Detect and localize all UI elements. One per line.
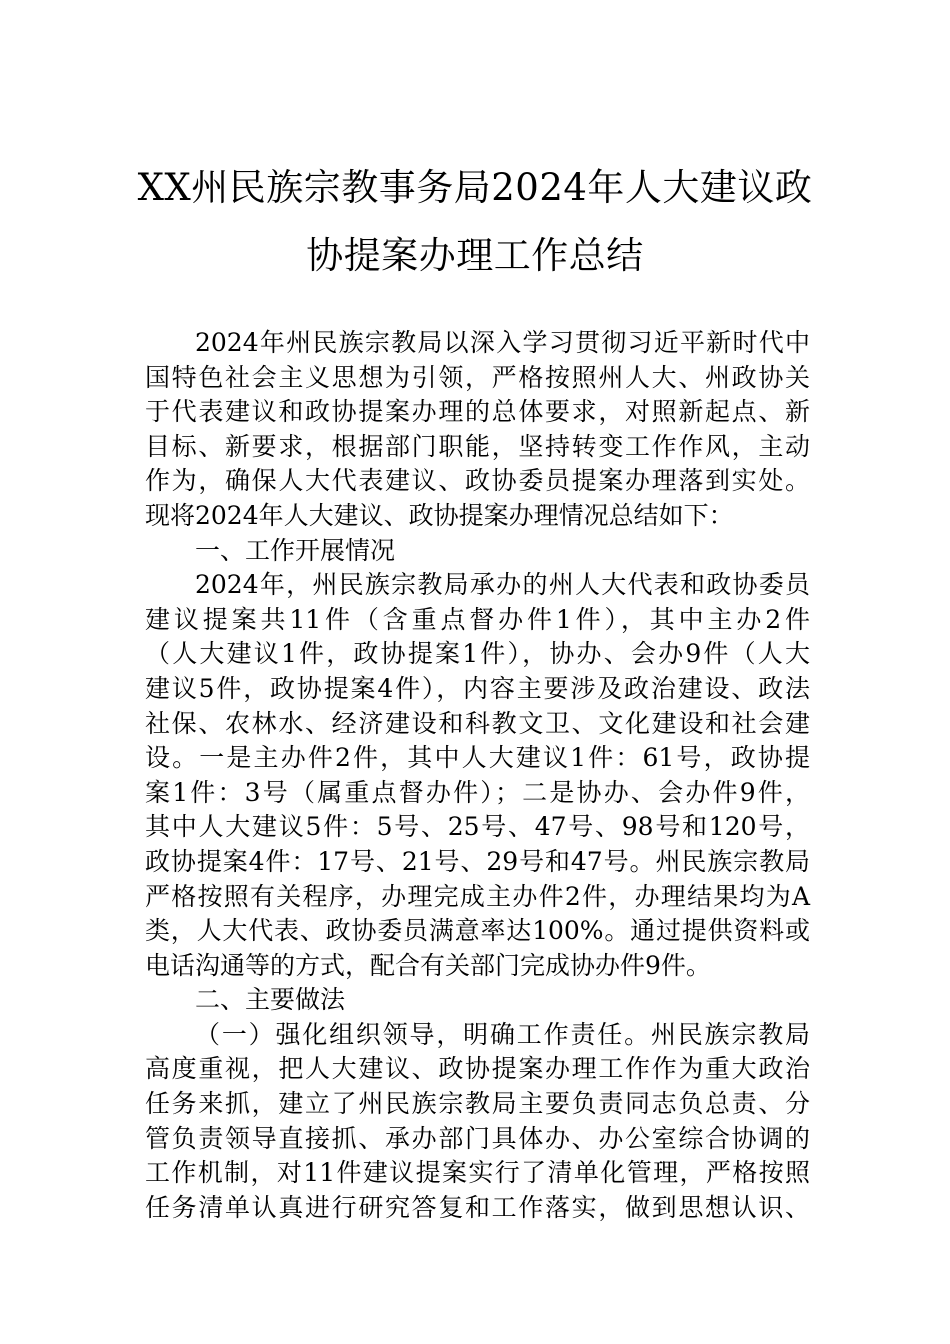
section-heading: 二、主要做法	[195, 985, 346, 1015]
section-heading: 一、工作开展情况	[195, 535, 396, 565]
paragraph-line: 现将2024年人大建议、政协提案办理情况总结如下：	[145, 500, 734, 530]
paragraph-line: （人大建议1件，政协提案1件），协办、会办9件（人大	[145, 639, 810, 669]
paragraph-line: 管负责领导直接抓、承办部门具体办、办公室综合协调的	[145, 1123, 810, 1153]
paragraph-line: 高度重视，把人大建议、政协提案办理工作作为重大政治	[145, 1054, 810, 1084]
paragraph-line: 作为，确保人大代表建议、政协委员提案办理落到实处。	[145, 466, 810, 496]
paragraph-line: 社保、农林水、经济建设和科教文卫、文化建设和社会建	[145, 708, 810, 738]
paragraph-line: 其中人大建议5件：5号、25号、47号、98号和120号，	[145, 812, 810, 842]
paragraph-line: 严格按照有关程序，办理完成主办件2件，办理结果均为A	[145, 881, 810, 911]
paragraph-line: 目标、新要求，根据部门职能，坚持转变工作作风，主动	[145, 431, 810, 461]
paragraph-line: 类，人大代表、政协委员满意率达100%。通过提供资料或	[145, 916, 810, 946]
paragraph-line: 建议5件，政协提案4件），内容主要涉及政治建设、政法	[145, 673, 810, 703]
document-title-line-1: XX州民族宗教事务局2024年人大建议政	[137, 166, 813, 209]
paragraph-line: 工作机制，对11件建议提案实行了清单化管理，严格按照	[145, 1158, 810, 1188]
paragraph-line: （一）强化组织领导，明确工作责任。州民族宗教局	[195, 1019, 810, 1049]
paragraph-line: 建议提案共11件（含重点督办件1件），其中主办2件	[145, 604, 810, 634]
document-body	[145, 326, 810, 1225]
document-title-line-2: 协提案办理工作总结	[306, 234, 644, 277]
paragraph-line: 设。一是主办件2件，其中人大建议1件：61号，政协提	[145, 743, 810, 773]
paragraph-line: 任务来抓，建立了州民族宗教局主要负责同志负总责、分	[145, 1089, 810, 1119]
paragraph-line: 国特色社会主义思想为引领，严格按照州人大、州政协关	[145, 362, 810, 392]
paragraph-line: 任务清单认真进行研究答复和工作落实，做到思想认识、	[145, 1192, 810, 1222]
paragraph-line: 案1件：3号（属重点督办件）；二是协办、会办件9件，	[145, 777, 810, 807]
paragraph-line: 2024年州民族宗教局以深入学习贯彻习近平新时代中	[195, 328, 810, 357]
paragraph-line: 2024年，州民族宗教局承办的州人大代表和政协委员	[195, 570, 810, 600]
paragraph-line: 政协提案4件：17号、21号、29号和47号。州民族宗教局	[145, 846, 810, 876]
paragraph-line: 于代表建议和政协提案办理的总体要求，对照新起点、新	[145, 397, 810, 427]
paragraph-line: 电话沟通等的方式，配合有关部门完成协办件9件。	[145, 950, 711, 980]
